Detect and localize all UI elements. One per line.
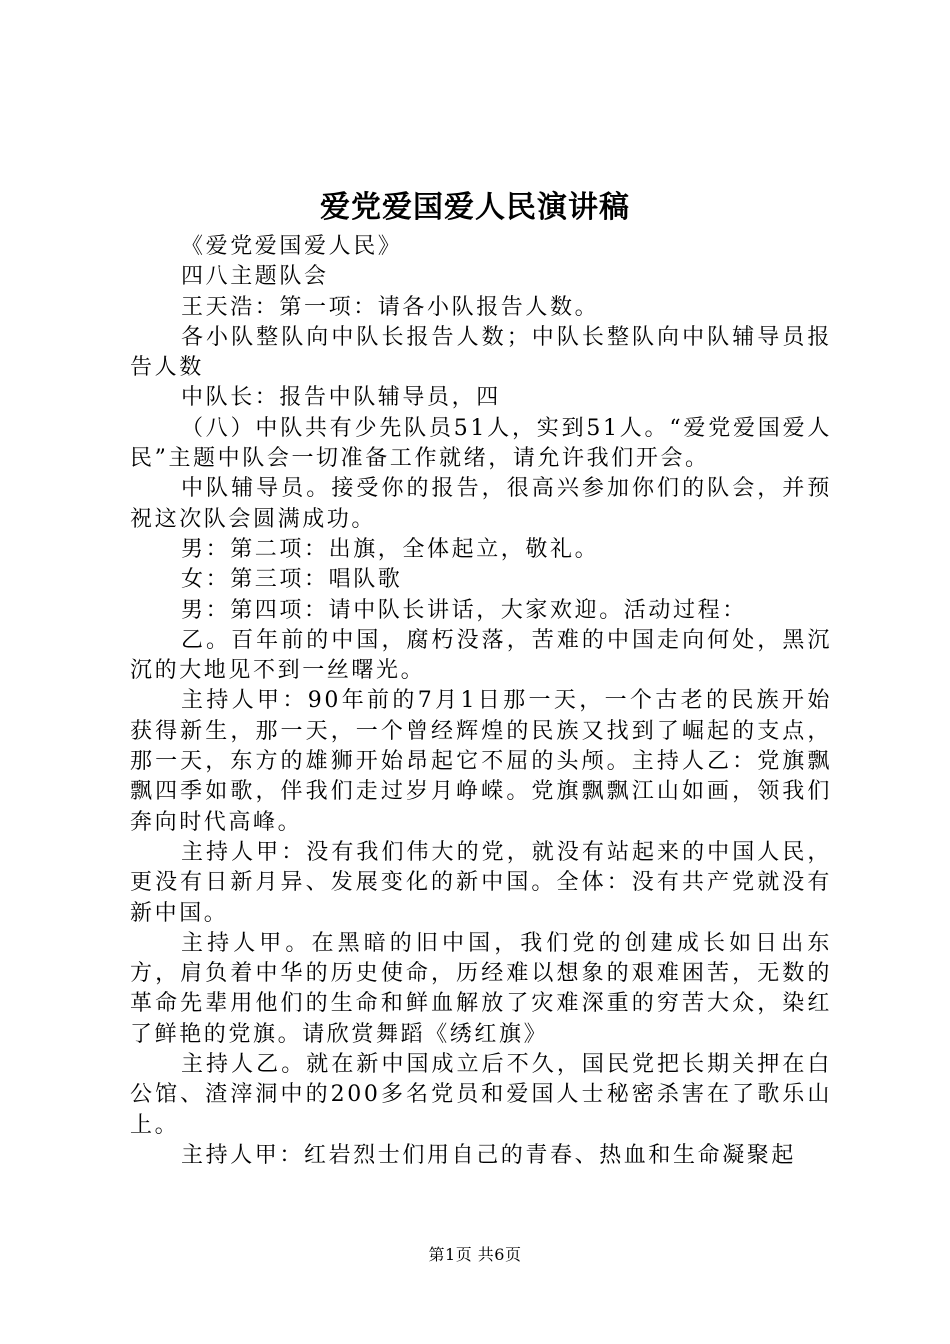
paragraph: （八）中队共有少先队员51人，实到51人。“爱党爱国爱人民”主题中队会一切准备工作就绪，请允许我们开会。 — [130, 415, 832, 472]
page-footer: 第1页 共6页 — [428, 1245, 522, 1264]
paragraph: 主持人甲：没有我们伟大的党，就没有站起来的中国人民，更没有日新月异、发展变化的新中国。全体：没有共产党就没有新中国。 — [130, 839, 832, 926]
paragraph: 《爱党爱国爱人民》 — [181, 234, 403, 259]
paragraph: 主持人乙。就在新中国成立后不久，国民党把长期关押在白公馆、渣滓洞中的200多名党员和爱国人士秘密杀害在了歌乐山上。 — [130, 1052, 832, 1138]
paragraph: 主持人甲。在黑暗的旧中国，我们党的创建成长如日出东方，肩负着中华的历史使命，历经难以想象的艰难困苦，无数的革命先辈用他们的生命和鲜血解放了灾难深重的穷苦大众，染红了鲜艳的党旗。请欣赏舞蹈《绣红旗》 — [130, 930, 832, 1047]
paragraph: 王天浩：第一项：请各小队报告人数。 — [181, 294, 600, 320]
document-body — [130, 232, 832, 1171]
paragraph: 主持人甲：红岩烈士们用自己的青春、热血和生命凝聚起 — [181, 1142, 797, 1168]
paragraph: 女：第三项：唱队歌 — [181, 567, 403, 593]
paragraph: 中队辅导员。接受你的报告，很高兴参加你们的队会，并预祝这次队会圆满成功。 — [130, 476, 832, 532]
paragraph: 主持人甲：90年前的7月1日那一天，一个古老的民族开始获得新生，那一天，一个曾经辉煌的民族又找到了崛起的支点，那一天，东方的雄狮开始昂起它不屈的头颅。主持人乙：党旗飘飘四季如歌，伴我们走过岁月峥嵘。党旗飘飘江山如画，领我们奔向时代高峰。 — [130, 688, 832, 835]
paragraph: 中队长：报告中队辅导员，四 — [181, 385, 501, 411]
paragraph: 各小队整队向中队长报告人数；中队长整队向中队辅导员报告人数 — [130, 324, 832, 381]
paragraph: 男：第二项：出旗，全体起立，敬礼。 — [181, 536, 600, 562]
paragraph: 乙。百年前的中国，腐朽没落，苦难的中国走向何处，黑沉沉的大地见不到一丝曙光。 — [130, 627, 832, 684]
document-title: 爱党爱国爱人民演讲稿 — [320, 190, 630, 225]
paragraph: 男：第四项：请中队长讲话，大家欢迎。活动过程： — [181, 597, 747, 623]
paragraph: 四八主题队会 — [181, 264, 329, 290]
